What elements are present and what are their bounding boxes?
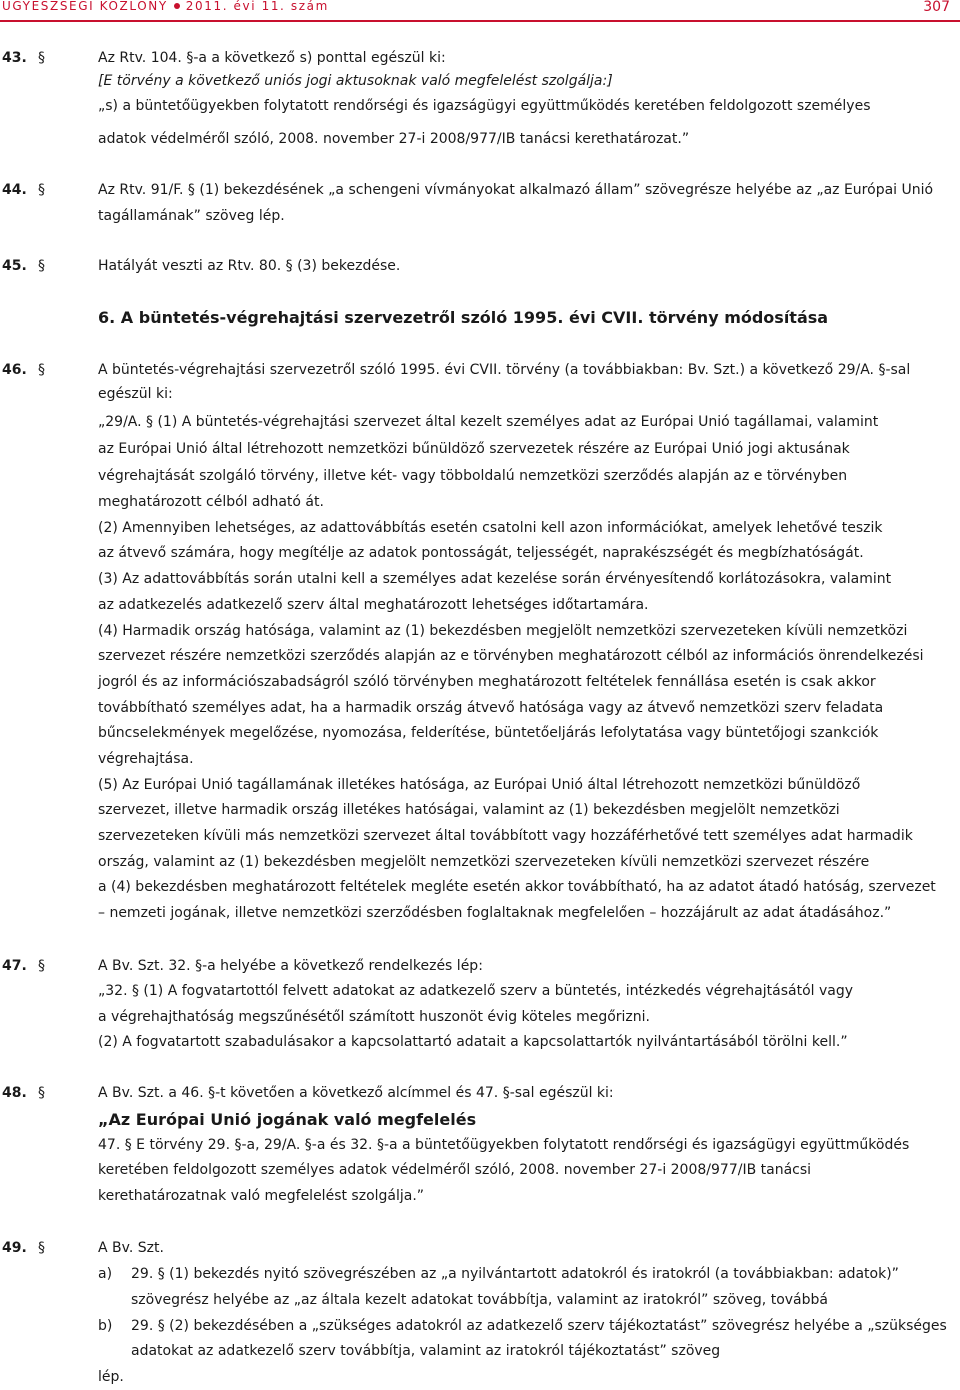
section-text-italic: [E törvény a következő uniós jogi aktusoknak való megfelelést szolgálja:]: [98, 73, 613, 89]
paragraph-line: végrehajtását szolgáló törvény, illetve két- vagy többoldalú nemzetközi szerződés alapján az e törvényben: [98, 468, 848, 484]
section-number: 45.: [2, 258, 27, 274]
section-symbol: §: [38, 1085, 45, 1101]
section-text: kerethatározatnak való megfelelést szolgálja.”: [98, 1188, 425, 1204]
section-text: Az Rtv. 91/F. § (1) bekezdésének „a schengeni vívmányokat alkalmazó állam” szövegrésze helyébe az „az Európai Unió: [98, 182, 934, 198]
page-number: 307: [923, 0, 950, 15]
section-text: A Bv. Szt. a 46. §-t követően a következő alcímmel és 47. §-sal egészül ki:: [98, 1085, 614, 1101]
section-text: „s) a büntetőügyekben folytatott rendőrségi és igazságügyi együttműködés keretében feldolgozott személyes: [98, 98, 871, 114]
paragraph-line: az Európai Unió által létrehozott nemzetközi bűnüldöző szervezetek részére az Európai Unió jogi aktusának: [98, 441, 850, 457]
paragraph-line: szervezet, illetve harmadik ország illetékes hatóságai, valamint az (1) bekezdésben megjelölt nemzetközi: [98, 802, 840, 818]
paragraph-line: ország, valamint az (1) bekezdésben megjelölt nemzetközi szervezeteken kívüli nemzetközi szervezet részére: [98, 854, 870, 870]
paragraph-line: bűncselekmények megelőzése, nyomozása, felderítése, büntetőeljárás lefolytatása vagy büntetőjogi szankciók: [98, 725, 879, 741]
list-item-text: 29. § (1) bekezdés nyitó szövegrészében az „a nyilvántartott adatokról és iratokról (a továbbiakban: adatok)”: [131, 1266, 899, 1282]
list-item-text: szövegrész helyébe az „az általa kezelt adatokat továbbítja, valamint az iratokról” szöveg, továbbá: [131, 1292, 828, 1308]
paragraph-line: az átvevő számára, hogy megítélje az adatok pontosságát, teljességét, naprakészségét és megbízhatóságát.: [98, 545, 864, 561]
issue-label: 2011. évi 11. szám: [185, 0, 329, 13]
section-text: Az Rtv. 104. §-a a következő s) ponttal egészül ki:: [98, 50, 446, 66]
section-symbol: §: [38, 258, 45, 274]
running-header: [2, 0, 329, 13]
header-rule: [0, 20, 960, 22]
journal-title: ÜGYÉSZSÉGI KÖZLÖNY: [2, 0, 168, 13]
section-text: a végrehajthatóság megszűnésétől számított huszonöt évig köteles megőrizni.: [98, 1009, 650, 1025]
paragraph-line: az adatkezelés adatkezelő szerv által meghatározott lehetséges időtartamára.: [98, 597, 649, 613]
chapter-title: 6. A büntetés-végrehajtási szervezetről szóló 1995. évi CVII. törvény módosítása: [98, 308, 829, 327]
paragraph-line: végrehajtása.: [98, 751, 194, 767]
section-text: A büntetés-végrehajtási szervezetről szóló 1995. évi CVII. törvény (a továbbiakban: Bv. Szt.) a következő 29/A. §-sal: [98, 362, 911, 378]
list-item-text: adatokat az adatkezelő szerv továbbítja, valamint az iratokról tájékoztatást” szöveg: [131, 1343, 721, 1359]
section-text: „32. § (1) A fogvatartottól felvett adatokat az adatkezelő szerv a büntetés, intézkedés végrehajtásától vagy: [98, 983, 854, 999]
section-symbol: §: [38, 958, 45, 974]
section-text: 47. § E törvény 29. §-a, 29/A. §-a és 32. §-a a büntetőügyekben folytatott rendőrségi és igazságügyi együttműködés: [98, 1137, 910, 1153]
paragraph-line: „29/A. § (1) A büntetés-végrehajtási szervezet által kezelt személyes adat az Európai Unió tagállamai, valamint: [98, 414, 879, 430]
subsection-title: „Az Európai Unió jogának való megfelelés: [98, 1110, 477, 1129]
section-text: keretében feldolgozott személyes adatok védelméről szóló, 2008. november 27-i 2008/977/IB tanácsi: [98, 1162, 812, 1178]
paragraph-line: szervezet részére nemzetközi szerződés alapján az e törvényben meghatározott célból az információs önrendelkezési: [98, 648, 924, 664]
section-text: Hatályát veszti az Rtv. 80. § (3) bekezdése.: [98, 258, 401, 274]
paragraph-line: szervezeteken kívüli más nemzetközi szervezet által továbbított vagy hozzáférhetővé tett személyes adat harmadik: [98, 828, 913, 844]
list-item-text: 29. § (2) bekezdésében a „szükséges adatokról az adatkezelő szerv tájékoztatást” szövegrész helyébe a „szükséges: [131, 1318, 947, 1334]
list-label: b): [98, 1318, 113, 1334]
paragraph-line: továbbítható személyes adat, ha a harmadik ország átvevő hatósága vagy az átvevő nemzetközi szerv feladata: [98, 700, 884, 716]
section-symbol: §: [38, 362, 45, 378]
paragraph-line: a (4) bekezdésben meghatározott feltételek megléte esetén akkor továbbítható, ha az adatot átadó hatóság, szervezet: [98, 879, 936, 895]
section-text: A Bv. Szt.: [98, 1240, 164, 1256]
paragraph-line: (4) Harmadik ország hatósága, valamint az (1) bekezdésben megjelölt nemzetközi szervezeteken kívüli nemzetközi: [98, 623, 908, 639]
section-symbol: §: [38, 182, 45, 198]
section-number: 44.: [2, 182, 27, 198]
bullet-separator: [174, 3, 180, 9]
paragraph-line: (3) Az adattovábbítás során utalni kell a személyes adat kezelése során érvényesítendő korlátozásokra, valamint: [98, 571, 892, 587]
section-text: tagállamának” szöveg lép.: [98, 208, 285, 224]
paragraph-line: – nemzeti jogának, illetve nemzetközi szerződésben foglaltaknak megfelelően – hozzájárult az adat átadásához.”: [98, 905, 892, 921]
section-text: egészül ki:: [98, 386, 173, 402]
section-symbol: §: [38, 50, 45, 66]
section-symbol: §: [38, 1240, 45, 1256]
paragraph-line: (5) Az Európai Unió tagállamának illetékes hatósága, az Európai Unió által létrehozott nemzetközi bűnüldöző: [98, 777, 861, 793]
section-number: 47.: [2, 958, 27, 974]
paragraph-line: (2) Amennyiben lehetséges, az adattovábbítás esetén csatolni kell azon információkat, amelyek lehetővé teszik: [98, 520, 883, 536]
section-text: lép.: [98, 1369, 124, 1385]
section-text: (2) A fogvatartott szabadulásakor a kapcsolattartó adatait a kapcsolattartók nyilvántartásából törölni kell.”: [98, 1034, 848, 1050]
list-label: a): [98, 1266, 113, 1282]
section-number: 43.: [2, 50, 27, 66]
paragraph-line: jogról és az információszabadságról szóló törvényben meghatározott feltételek fennállása esetén is csak akkor: [98, 674, 876, 690]
paragraph-line: meghatározott célból adható át.: [98, 494, 324, 510]
section-text: A Bv. Szt. 32. §-a helyébe a következő rendelkezés lép:: [98, 958, 483, 974]
section-number: 48.: [2, 1085, 27, 1101]
section-number: 46.: [2, 362, 27, 378]
section-text: adatok védelméről szóló, 2008. november 27-i 2008/977/IB tanácsi kerethatározat.”: [98, 131, 690, 147]
section-number: 49.: [2, 1240, 27, 1256]
